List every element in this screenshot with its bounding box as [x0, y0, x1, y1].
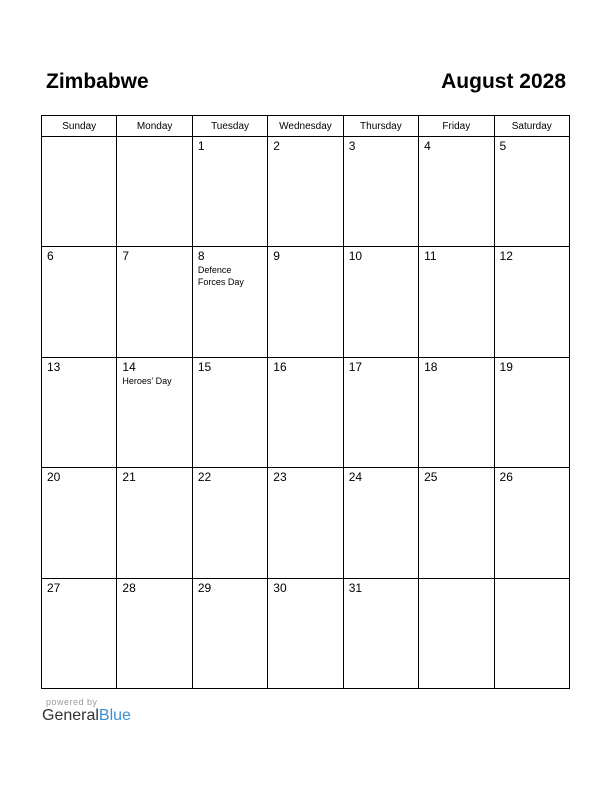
calendar-grid [41, 115, 570, 689]
day-number: 18 [424, 359, 438, 374]
brand-general: General [42, 707, 99, 724]
day-cell [419, 468, 494, 578]
powered-by-text: powered by [46, 697, 98, 707]
day-number: 9 [273, 249, 280, 264]
day-number: 11 [424, 249, 437, 264]
weekday-sunday: Sunday [42, 116, 117, 137]
empty-day-cell [42, 137, 117, 247]
week-row [42, 357, 570, 467]
day-number: 3 [348, 139, 356, 153]
day-number: 13 [47, 359, 61, 374]
month-year-title: August 2028 [441, 70, 566, 93]
week-row [42, 578, 570, 688]
day-number: 28 [122, 580, 136, 595]
weekday-tuesday: Tuesday [192, 116, 267, 137]
day-cell [343, 578, 418, 688]
day-number: 7 [122, 249, 130, 264]
weekday-header-row [42, 116, 570, 137]
weekday-friday: Friday [419, 116, 494, 137]
day-cell [343, 468, 418, 578]
day-cell [192, 578, 267, 688]
day-number: 30 [273, 580, 287, 595]
day-number: 5 [499, 139, 507, 153]
day-number: 4 [424, 139, 431, 153]
day-cell [192, 137, 267, 247]
day-number: 16 [273, 359, 287, 374]
day-cell [419, 137, 494, 247]
holiday-label: Defence Forces Day [197, 265, 244, 288]
day-number: 29 [197, 580, 212, 595]
day-cell [268, 357, 343, 467]
day-cell [268, 578, 343, 688]
day-cell [419, 247, 494, 357]
day-cell [117, 247, 192, 357]
day-cell [192, 247, 267, 357]
day-number: 24 [348, 470, 363, 485]
day-cell [42, 357, 117, 467]
weekday-saturday: Saturday [494, 116, 569, 137]
day-cell [494, 137, 569, 247]
day-number: 23 [273, 470, 287, 485]
empty-day-cell [494, 578, 569, 688]
weekday-monday: Monday [117, 116, 192, 137]
day-cell [42, 468, 117, 578]
day-number: 10 [348, 249, 363, 264]
day-number: 2 [273, 139, 280, 153]
day-number: 12 [499, 249, 513, 264]
day-number: 25 [424, 470, 438, 485]
day-cell [117, 357, 192, 467]
day-number: 1 [197, 139, 205, 153]
week-row [42, 247, 570, 357]
day-cell [192, 357, 267, 467]
country-title: Zimbabwe [46, 70, 149, 93]
day-number: 14 [122, 359, 136, 374]
day-number: 6 [47, 249, 54, 264]
day-number: 8 [197, 249, 205, 264]
day-cell [268, 247, 343, 357]
day-number: 19 [499, 359, 513, 374]
day-number: 22 [197, 470, 212, 485]
week-row [42, 468, 570, 578]
day-number: 21 [122, 470, 136, 485]
holiday-label: Heroes’ Day [122, 375, 172, 386]
day-cell [494, 357, 569, 467]
day-cell [42, 578, 117, 688]
empty-day-cell [419, 578, 494, 688]
day-cell [494, 247, 569, 357]
day-cell [343, 357, 418, 467]
week-row [42, 137, 570, 247]
day-number: 26 [499, 470, 513, 485]
day-cell [494, 468, 569, 578]
day-number: 20 [47, 470, 61, 485]
day-cell [343, 137, 418, 247]
day-number: 17 [348, 359, 363, 374]
day-cell [419, 357, 494, 467]
weekday-thursday: Thursday [343, 116, 418, 137]
brand-blue: Blue [98, 707, 131, 724]
brand-logo [42, 708, 131, 724]
footer-branding [42, 697, 131, 724]
day-cell [42, 247, 117, 357]
day-cell [117, 468, 192, 578]
day-cell [343, 247, 418, 357]
day-cell [117, 578, 192, 688]
day-number: 31 [348, 580, 363, 595]
day-number: 27 [47, 580, 61, 595]
day-cell [192, 468, 267, 578]
day-cell [268, 468, 343, 578]
day-number: 15 [197, 359, 212, 374]
weekday-wednesday: Wednesday [268, 116, 343, 137]
day-cell [268, 137, 343, 247]
empty-day-cell [117, 137, 192, 247]
